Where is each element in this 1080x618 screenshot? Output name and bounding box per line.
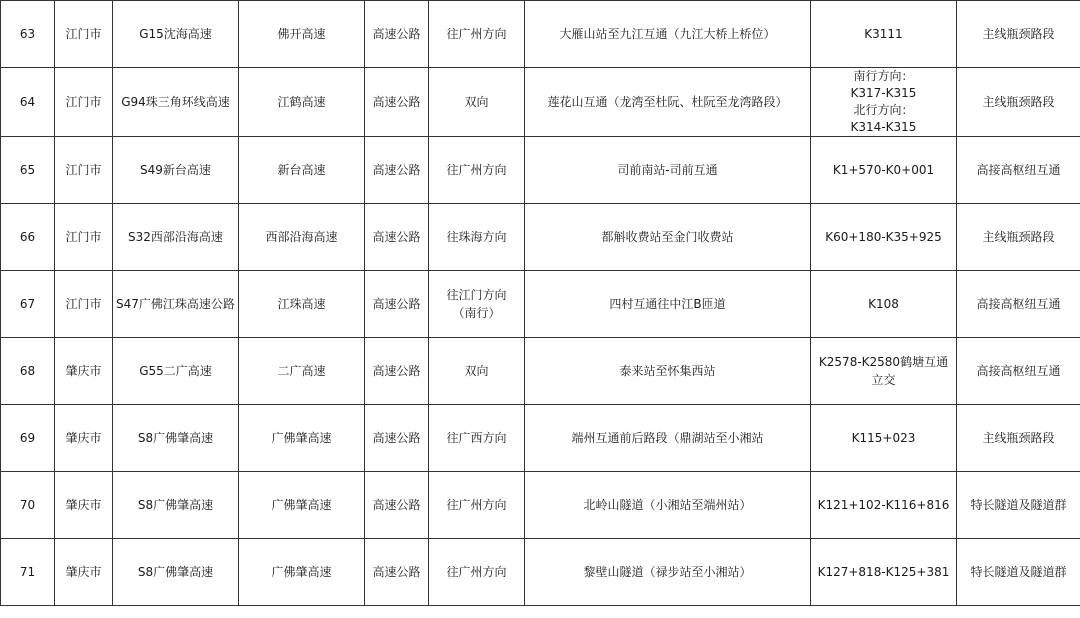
row-number: 63 [1, 1, 55, 68]
table-row [1, 472, 1080, 539]
table-row [1, 539, 1080, 606]
stake-range-cell [811, 1, 957, 68]
direction-cell [429, 271, 525, 338]
stake-range-cell [811, 137, 957, 204]
direction-cell-line: 往广州方向 [446, 163, 507, 177]
table-row [1, 1, 1080, 68]
direction-cell [429, 539, 525, 606]
direction-cell [429, 472, 525, 539]
road-type-cell: 高速公路 [365, 338, 429, 405]
direction-cell-line: 往广州方向 [446, 565, 507, 579]
stake-range-cell [811, 204, 957, 271]
row-number: 69 [1, 405, 55, 472]
road-name-cell: 二广高速 [239, 338, 365, 405]
row-number: 70 [1, 472, 55, 539]
table-row [1, 338, 1080, 405]
stake-range-cell-line: K127+818-K125+381 [817, 565, 950, 579]
city-cell: 江门市 [55, 137, 113, 204]
category-cell: 特长隧道及隧道群 [957, 472, 1080, 539]
route-code-cell: S8广佛肇高速 [113, 405, 239, 472]
road-type-cell: 高速公路 [365, 472, 429, 539]
section-description-cell: 泰来站至怀集西站 [525, 338, 811, 405]
city-cell: 肇庆市 [55, 405, 113, 472]
route-code-cell: S8广佛肇高速 [113, 539, 239, 606]
route-code-cell: S47广佛江珠高速公路 [113, 271, 239, 338]
category-cell: 主线瓶颈路段 [957, 405, 1080, 472]
stake-range-cell-line: 立交 [871, 373, 896, 387]
row-number: 68 [1, 338, 55, 405]
route-code-cell: S8广佛肇高速 [113, 472, 239, 539]
direction-cell-line: 往广州方向 [446, 498, 507, 512]
road-name-cell: 西部沿海高速 [239, 204, 365, 271]
road-type-cell: 高速公路 [365, 405, 429, 472]
city-cell: 江门市 [55, 204, 113, 271]
stake-range-cell-line: K115+023 [851, 431, 916, 445]
route-code-cell: G55二广高速 [113, 338, 239, 405]
road-type-cell: 高速公路 [365, 1, 429, 68]
section-description-cell: 黎壁山隧道（禄步站至小湘站） [525, 539, 811, 606]
road-type-cell: 高速公路 [365, 204, 429, 271]
row-number: 71 [1, 539, 55, 606]
category-cell: 主线瓶颈路段 [957, 68, 1080, 137]
stake-range-cell [811, 338, 957, 405]
table-row [1, 204, 1080, 271]
city-cell: 肇庆市 [55, 472, 113, 539]
stake-range-cell-line: K60+180-K35+925 [825, 230, 942, 244]
stake-range-cell-line: 南行方向： [853, 69, 914, 83]
stake-range-cell-line: K108 [868, 297, 899, 311]
direction-cell [429, 405, 525, 472]
section-description-cell: 端州互通前后路段（鼎湖站至小湘站 [525, 405, 811, 472]
direction-cell-line: 双向 [464, 95, 489, 109]
table-row [1, 405, 1080, 472]
stake-range-cell-line: K1+570-K0+001 [832, 163, 935, 177]
row-number: 65 [1, 137, 55, 204]
section-description-cell: 莲花山互通（龙湾至杜阮、杜阮至龙湾路段） [525, 68, 811, 137]
direction-cell-line: 往珠海方向 [446, 230, 507, 244]
stake-range-cell-line: K121+102-K116+816 [817, 498, 950, 512]
road-type-cell: 高速公路 [365, 539, 429, 606]
road-name-cell: 广佛肇高速 [239, 472, 365, 539]
category-cell: 高接高枢纽互通 [957, 271, 1080, 338]
category-cell: 高接高枢纽互通 [957, 137, 1080, 204]
city-cell: 肇庆市 [55, 539, 113, 606]
category-cell: 特长隧道及隧道群 [957, 539, 1080, 606]
category-cell: 高接高枢纽互通 [957, 338, 1080, 405]
stake-range-cell [811, 271, 957, 338]
row-number: 67 [1, 271, 55, 338]
stake-range-cell [811, 472, 957, 539]
direction-cell-line: （南行） [452, 306, 501, 320]
table-row [1, 68, 1080, 137]
city-cell: 江门市 [55, 271, 113, 338]
stake-range-cell [811, 68, 957, 137]
stake-range-cell-line: K314-K315 [850, 120, 917, 134]
row-number: 66 [1, 204, 55, 271]
table-row [1, 271, 1080, 338]
section-description-cell: 四村互通往中江B匝道 [525, 271, 811, 338]
road-name-cell: 广佛肇高速 [239, 539, 365, 606]
stake-range-cell-line: 北行方向： [853, 103, 914, 117]
stake-range-cell-line: K317-K315 [850, 86, 917, 100]
route-code-cell: S32西部沿海高速 [113, 204, 239, 271]
section-description-cell: 大雁山站至九江互通（九江大桥上桥位） [525, 1, 811, 68]
category-cell: 主线瓶颈路段 [957, 1, 1080, 68]
city-cell: 江门市 [55, 1, 113, 68]
stake-range-cell-line: K2578-K2580鹤塘互通 [818, 355, 949, 369]
direction-cell-line: 双向 [464, 364, 489, 378]
direction-cell [429, 1, 525, 68]
city-cell: 江门市 [55, 68, 113, 137]
route-code-cell: G94珠三角环线高速 [113, 68, 239, 137]
section-description-cell: 司前南站-司前互通 [525, 137, 811, 204]
road-name-cell: 佛开高速 [239, 1, 365, 68]
category-cell: 主线瓶颈路段 [957, 204, 1080, 271]
section-description-cell: 北岭山隧道（小湘站至端州站） [525, 472, 811, 539]
section-description-cell: 都斛收费站至金门收费站 [525, 204, 811, 271]
stake-range-cell-line: K3111 [864, 27, 903, 41]
row-number: 64 [1, 68, 55, 137]
direction-cell [429, 137, 525, 204]
direction-cell-line: 往广州方向 [446, 27, 507, 41]
direction-cell-line: 往江门方向 [446, 288, 507, 302]
stake-range-cell [811, 405, 957, 472]
route-code-cell: S49新台高速 [113, 137, 239, 204]
table-body [1, 1, 1080, 606]
road-name-cell: 新台高速 [239, 137, 365, 204]
road-type-cell: 高速公路 [365, 271, 429, 338]
direction-cell [429, 204, 525, 271]
direction-cell [429, 338, 525, 405]
road-type-cell: 高速公路 [365, 68, 429, 137]
route-code-cell: G15沈海高速 [113, 1, 239, 68]
direction-cell-line: 往广西方向 [446, 431, 507, 445]
stake-range-cell [811, 539, 957, 606]
direction-cell [429, 68, 525, 137]
road-type-cell: 高速公路 [365, 137, 429, 204]
city-cell: 肇庆市 [55, 338, 113, 405]
road-name-cell: 广佛肇高速 [239, 405, 365, 472]
road-name-cell: 江鹤高速 [239, 68, 365, 137]
table-row [1, 137, 1080, 204]
road-name-cell: 江珠高速 [239, 271, 365, 338]
